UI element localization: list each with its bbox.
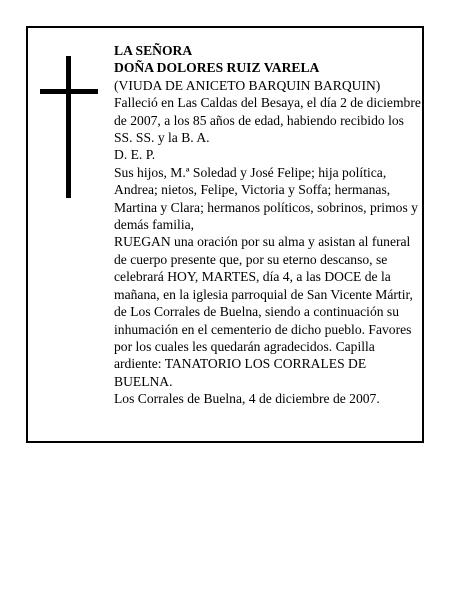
- obituary-notice: [26, 26, 424, 443]
- deceased-name: DOÑA DOLORES RUIZ VARELA: [114, 60, 320, 76]
- cross-horizontal-bar: [40, 89, 98, 94]
- notice-title: LA SEÑORA: [114, 43, 193, 58]
- funeral-request: RUEGAN una oración por su alma y asistan al funeral de cuerpo presente que, por su eterno descanso, se celebrará HOY, MARTES, día 4, a las DOCE de la mañana, en la iglesia parroquial de San Vicente Mártir, de Los Corrales de Buelna, siendo a continuación su inhumación en el cementerio de dicho pueblo. Favores por los cuales les quedarán agradecidos. Capilla ardiente: TANATORIO LOS CORRALES DE BUELNA.: [114, 234, 413, 389]
- obituary-text: [114, 42, 422, 408]
- widow-line: (VIUDA DE ANICETO BARQUIN BARQUIN): [114, 77, 381, 93]
- family-list: Sus hijos, M.ª Soledad y José Felipe; hija política, Andrea; nietos, Felipe, Victoria y Soffa; hermanas, Martina y Clara; hermanos políticos, sobrinos, primos y demás familia,: [114, 164, 418, 233]
- place-date: Los Corrales de Buelna, 4 de diciembre de 2007.: [114, 391, 380, 407]
- death-details: Falleció en Las Caldas del Besaya, el día 2 de diciembre de 2007, a los 85 años de edad, habiendo recibido los SS. SS. y la B. A.: [114, 95, 421, 146]
- cross-vertical-bar: [66, 56, 71, 198]
- latin-cross-icon: [40, 56, 98, 198]
- rest-in-peace: D. E. P.: [114, 147, 156, 163]
